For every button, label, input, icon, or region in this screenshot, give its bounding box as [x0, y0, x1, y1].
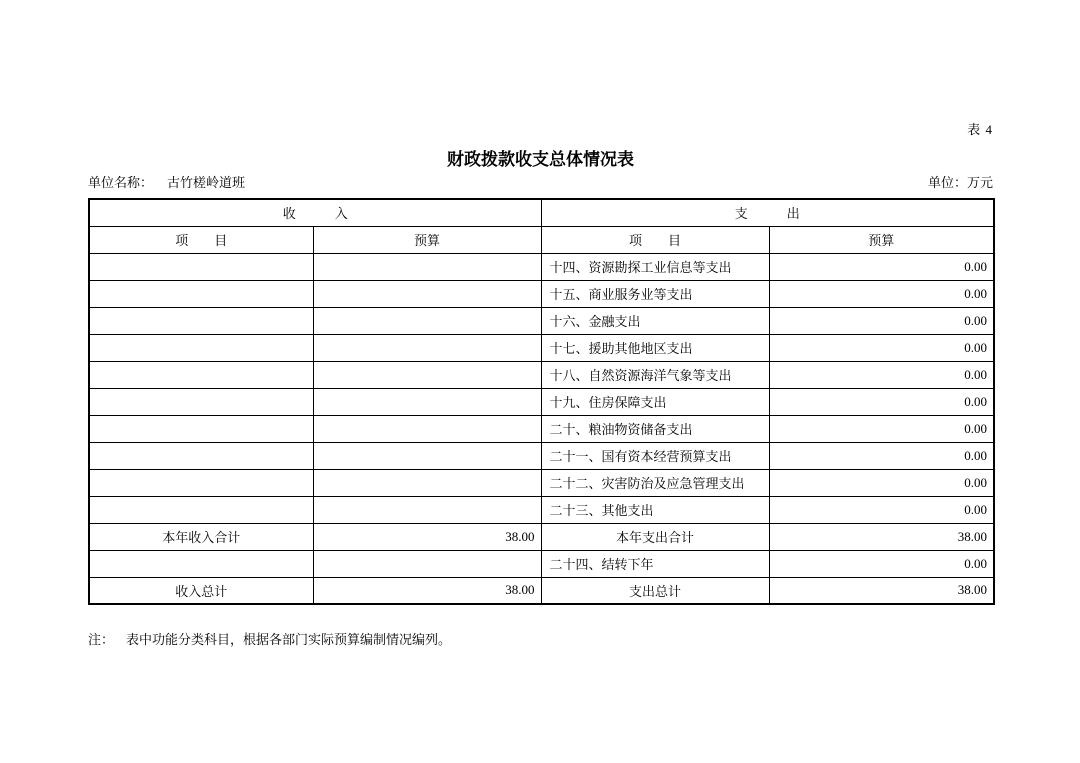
income-empty-value-cell — [313, 469, 541, 496]
income-empty-item-cell — [89, 415, 313, 442]
expense-item-label: 二十三、其他支出 — [541, 496, 769, 523]
income-section-header: 收 入 — [89, 199, 541, 226]
table-row — [89, 361, 994, 388]
footnote-label: 注： — [88, 632, 115, 647]
table-row — [89, 415, 994, 442]
expense-item-value: 0.00 — [769, 415, 994, 442]
income-item-col-header: 项 目 — [89, 226, 313, 253]
expense-section-header: 支 出 — [541, 199, 994, 226]
unit-label: 单位：万元 — [927, 175, 993, 190]
expense-budget-col-header: 预算 — [769, 226, 994, 253]
income-grand-total-value: 38.00 — [313, 577, 541, 604]
expense-grand-total-label: 支出总计 — [541, 577, 769, 604]
income-empty-item-cell — [89, 253, 313, 280]
expense-item-value: 0.00 — [769, 388, 994, 415]
expense-grand-total-value: 38.00 — [769, 577, 994, 604]
table-row — [89, 496, 994, 523]
expense-item-label: 十四、资源勘探工业信息等支出 — [541, 253, 769, 280]
meta-row — [88, 172, 993, 191]
income-empty-item-cell — [89, 496, 313, 523]
expense-item-value: 0.00 — [769, 334, 994, 361]
expense-item-label: 十五、商业服务业等支出 — [541, 280, 769, 307]
income-empty-item-cell — [89, 388, 313, 415]
income-empty-value-cell — [313, 550, 541, 577]
unit-name-value: 古竹槎岭道班 — [167, 175, 246, 190]
expense-item-value: 0.00 — [769, 361, 994, 388]
table-row — [89, 307, 994, 334]
expense-item-label: 十八、自然资源海洋气象等支出 — [541, 361, 769, 388]
expense-item-value: 0.00 — [769, 280, 994, 307]
income-empty-value-cell — [313, 442, 541, 469]
income-empty-item-cell — [89, 442, 313, 469]
expense-item-value: 0.00 — [769, 253, 994, 280]
income-total-label: 本年收入合计 — [89, 523, 313, 550]
income-empty-item-cell — [89, 550, 313, 577]
expense-item-label: 二十、粮油物资储备支出 — [541, 415, 769, 442]
expense-item-value: 0.00 — [769, 496, 994, 523]
income-empty-item-cell — [89, 280, 313, 307]
income-empty-value-cell — [313, 307, 541, 334]
income-empty-value-cell — [313, 496, 541, 523]
carryover-row — [89, 550, 994, 577]
footnote-text: 表中功能分类科目，根据各部门实际预算编制情况编列。 — [126, 632, 452, 647]
grand-total-row — [89, 577, 994, 604]
carryover-label: 二十四、结转下年 — [541, 550, 769, 577]
income-empty-value-cell — [313, 415, 541, 442]
expense-item-label: 二十二、灾害防治及应急管理支出 — [541, 469, 769, 496]
income-empty-item-cell — [89, 307, 313, 334]
page-title: 财政拨款收支总体情况表 — [447, 150, 634, 169]
income-total-value: 38.00 — [313, 523, 541, 550]
income-empty-value-cell — [313, 388, 541, 415]
expense-item-label: 二十一、国有资本经营预算支出 — [541, 442, 769, 469]
expense-item-label: 十九、住房保障支出 — [541, 388, 769, 415]
expense-item-label: 十六、金融支出 — [541, 307, 769, 334]
table-row — [89, 442, 994, 469]
expense-total-value: 38.00 — [769, 523, 994, 550]
table-row — [89, 469, 994, 496]
income-grand-total-label: 收入总计 — [89, 577, 313, 604]
budget-table — [88, 198, 995, 605]
income-empty-value-cell — [313, 361, 541, 388]
unit-name-label: 单位名称： — [88, 175, 154, 190]
expense-item-value: 0.00 — [769, 442, 994, 469]
table-row — [89, 334, 994, 361]
section-header-row — [89, 199, 994, 226]
footnote — [88, 629, 993, 648]
income-empty-value-cell — [313, 334, 541, 361]
income-empty-value-cell — [313, 280, 541, 307]
income-budget-col-header: 预算 — [313, 226, 541, 253]
expense-item-value: 0.00 — [769, 469, 994, 496]
annual-total-row — [89, 523, 994, 550]
expense-item-value: 0.00 — [769, 307, 994, 334]
income-empty-value-cell — [313, 253, 541, 280]
carryover-value: 0.00 — [769, 550, 994, 577]
unit-name — [88, 172, 245, 191]
column-header-row — [89, 226, 994, 253]
expense-item-label: 十七、援助其他地区支出 — [541, 334, 769, 361]
income-empty-item-cell — [89, 469, 313, 496]
table-row — [89, 253, 994, 280]
income-empty-item-cell — [89, 334, 313, 361]
expense-item-col-header: 项 目 — [541, 226, 769, 253]
income-empty-item-cell — [89, 361, 313, 388]
table-row — [89, 280, 994, 307]
table-row — [89, 388, 994, 415]
table-tag: 表 4 — [967, 122, 993, 137]
expense-total-label: 本年支出合计 — [541, 523, 769, 550]
